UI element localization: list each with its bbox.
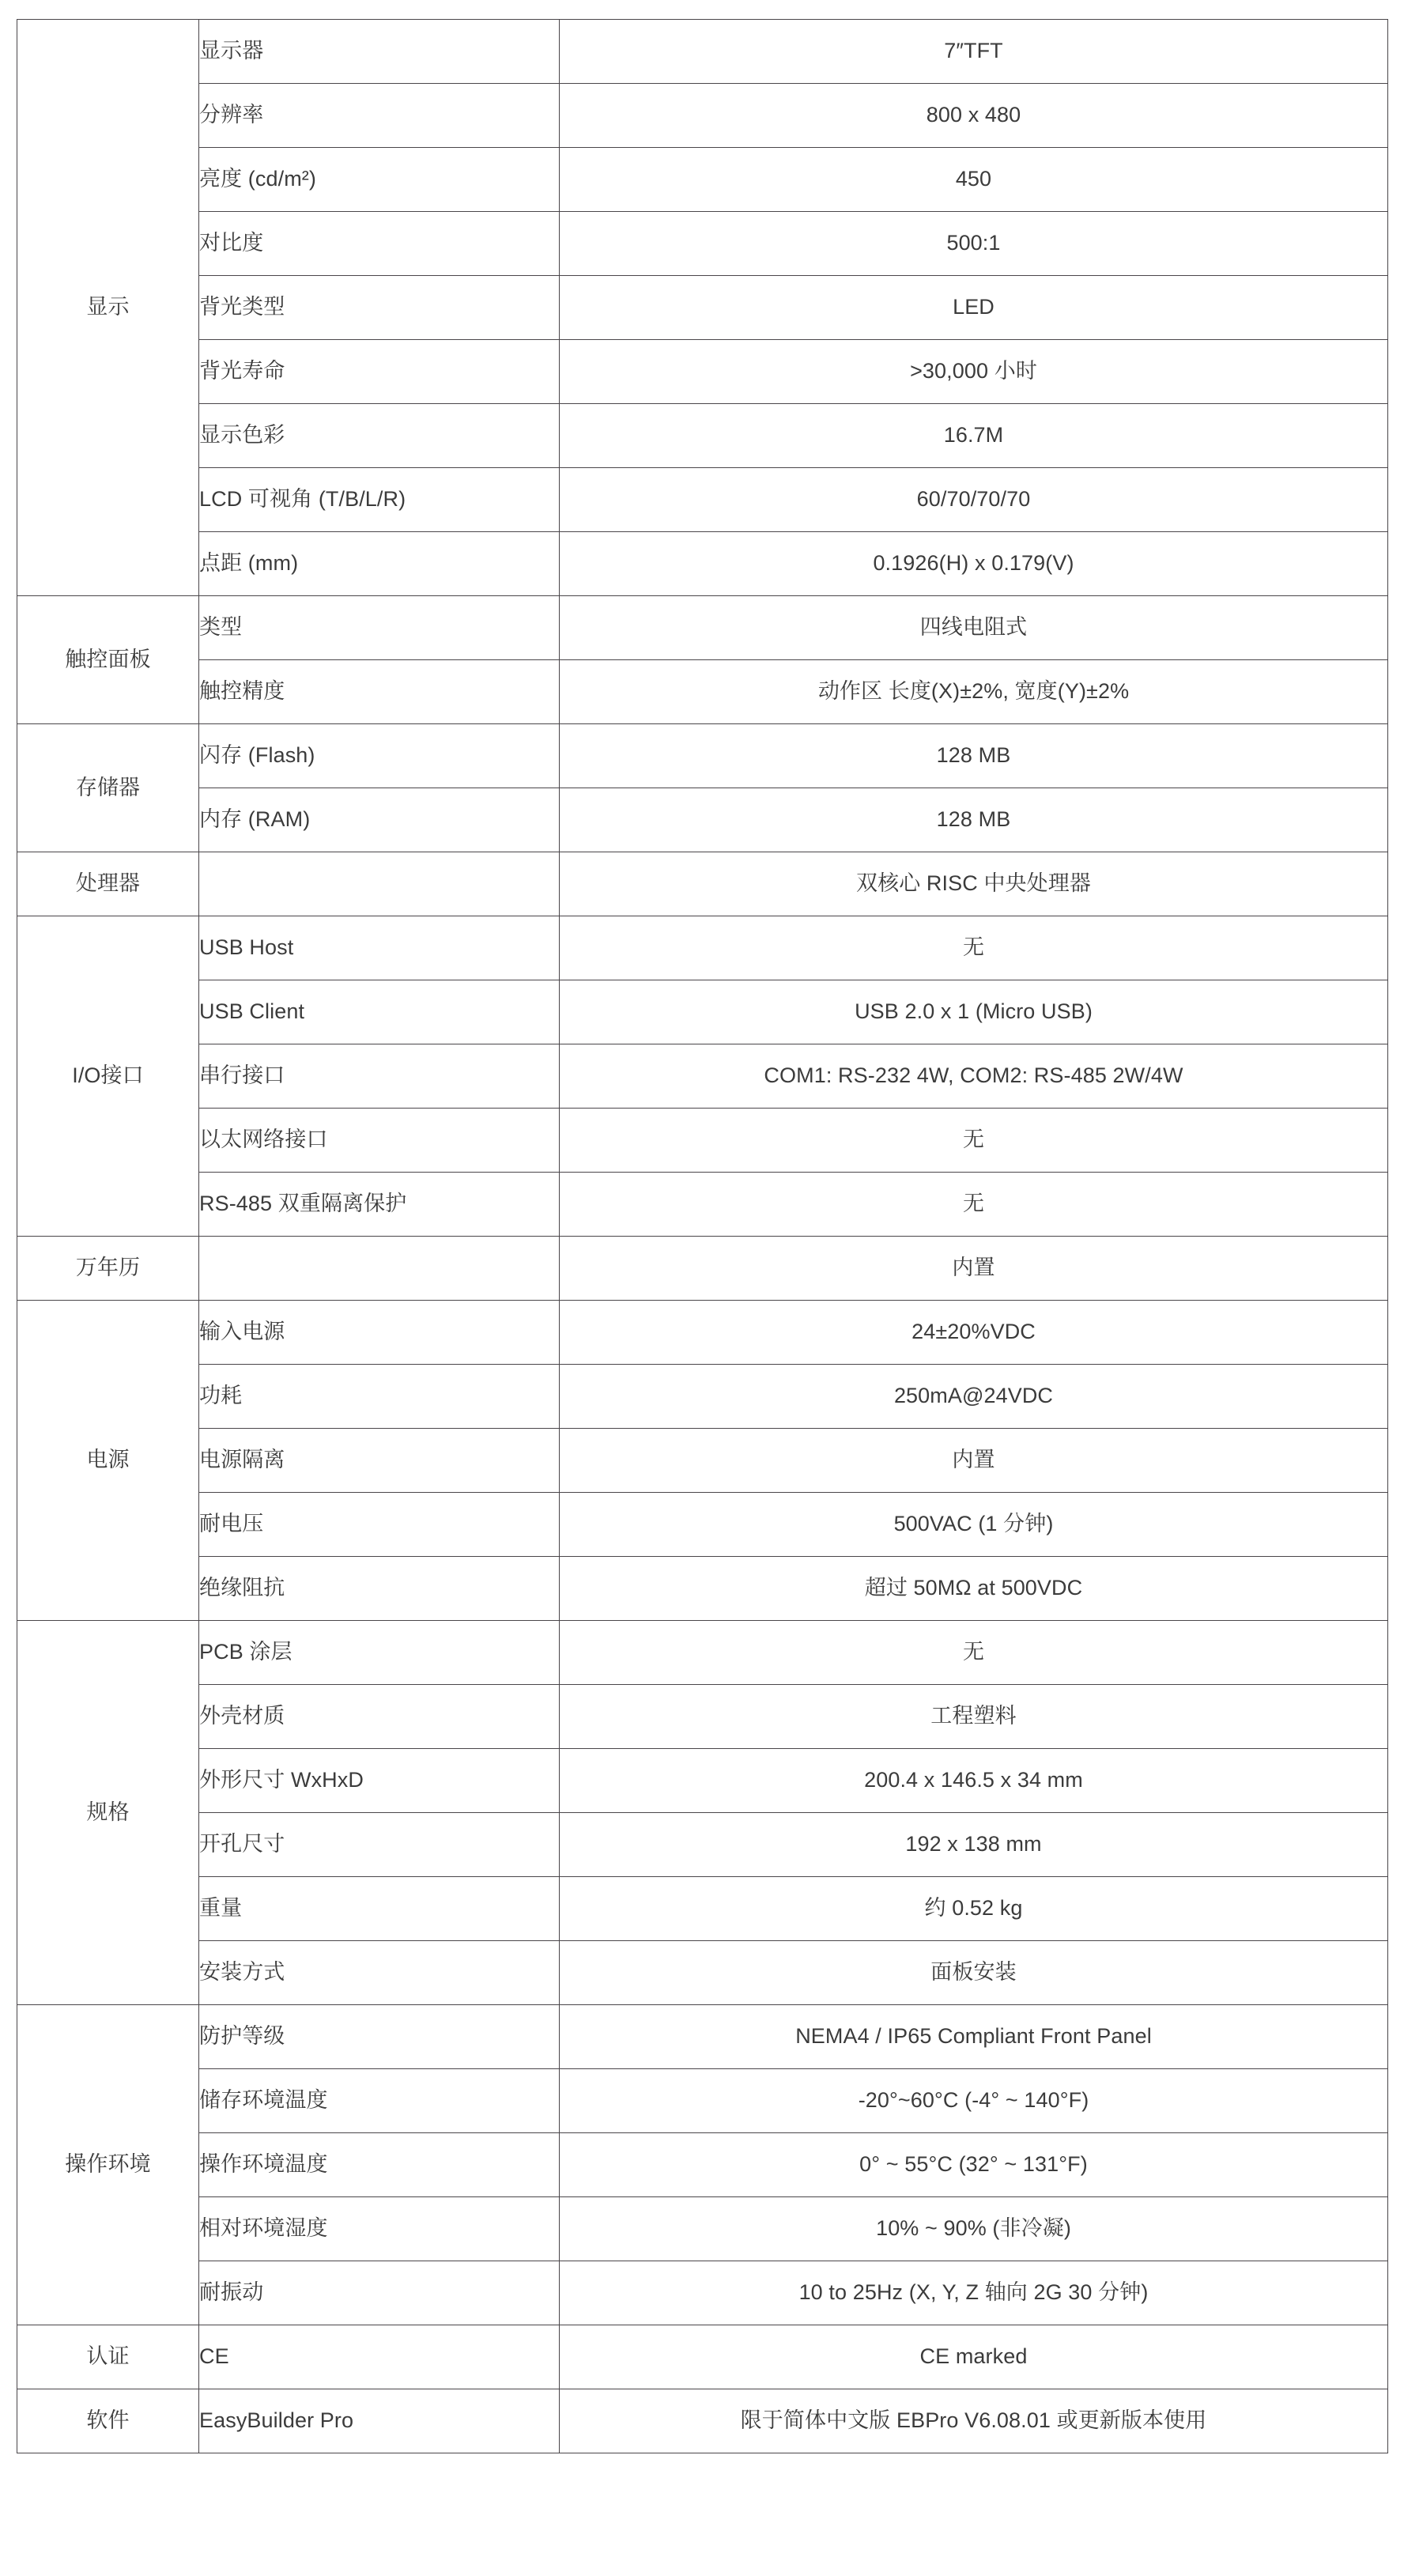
value-cell: 面板安装	[560, 1941, 1388, 2005]
value-cell: 500:1	[560, 212, 1388, 276]
value-cell: 工程塑料	[560, 1685, 1388, 1749]
item-cell: 闪存 (Flash)	[199, 724, 560, 788]
item-cell: USB Client	[199, 980, 560, 1044]
group-cell: 存储器	[17, 724, 199, 852]
table-row	[17, 1877, 1388, 1941]
table-row	[17, 724, 1388, 788]
item-cell: 输入电源	[199, 1301, 560, 1365]
item-cell: 电源隔离	[199, 1429, 560, 1493]
group-cell: 处理器	[17, 852, 199, 916]
table-row	[17, 1109, 1388, 1173]
item-cell: 类型	[199, 596, 560, 660]
value-cell: 250mA@24VDC	[560, 1365, 1388, 1429]
group-cell: 电源	[17, 1301, 199, 1621]
value-cell: 7″TFT	[560, 20, 1388, 84]
value-cell: CE marked	[560, 2325, 1388, 2389]
value-cell: 内置	[560, 1237, 1388, 1301]
value-cell: LED	[560, 276, 1388, 340]
group-cell: 规格	[17, 1621, 199, 2005]
group-cell: I/O接口	[17, 916, 199, 1237]
table-row	[17, 2005, 1388, 2069]
item-cell: 内存 (RAM)	[199, 788, 560, 852]
item-cell: 相对环境湿度	[199, 2197, 560, 2261]
item-cell: LCD 可视角 (T/B/L/R)	[199, 468, 560, 532]
table-row	[17, 2325, 1388, 2389]
item-cell: 外形尺寸 WxHxD	[199, 1749, 560, 1813]
value-cell: 128 MB	[560, 724, 1388, 788]
item-cell: 背光寿命	[199, 340, 560, 404]
value-cell: 192 x 138 mm	[560, 1813, 1388, 1877]
item-cell: 功耗	[199, 1365, 560, 1429]
item-cell: 绝缘阻抗	[199, 1557, 560, 1621]
item-cell: 对比度	[199, 212, 560, 276]
value-cell: 四线电阻式	[560, 596, 1388, 660]
item-cell: 耐电压	[199, 1493, 560, 1557]
item-cell: 安装方式	[199, 1941, 560, 2005]
table-row	[17, 1493, 1388, 1557]
table-row	[17, 788, 1388, 852]
group-cell: 万年历	[17, 1237, 199, 1301]
table-row	[17, 532, 1388, 596]
value-cell: 动作区 长度(X)±2%, 宽度(Y)±2%	[560, 660, 1388, 724]
item-cell: 重量	[199, 1877, 560, 1941]
value-cell: 0° ~ 55°C (32° ~ 131°F)	[560, 2133, 1388, 2197]
table-row	[17, 148, 1388, 212]
item-cell: 开孔尺寸	[199, 1813, 560, 1877]
value-cell: 无	[560, 1109, 1388, 1173]
table-row	[17, 2197, 1388, 2261]
specification-table	[17, 19, 1388, 2453]
table-row	[17, 1941, 1388, 2005]
table-row	[17, 20, 1388, 84]
value-cell: 200.4 x 146.5 x 34 mm	[560, 1749, 1388, 1813]
item-cell: 耐振动	[199, 2261, 560, 2325]
value-cell: 无	[560, 916, 1388, 980]
value-cell: 无	[560, 1173, 1388, 1237]
item-cell: 分辨率	[199, 84, 560, 148]
value-cell: >30,000 小时	[560, 340, 1388, 404]
item-cell: EasyBuilder Pro	[199, 2389, 560, 2453]
value-cell: -20°~60°C (-4° ~ 140°F)	[560, 2069, 1388, 2133]
group-cell: 软件	[17, 2389, 199, 2453]
table-row	[17, 1044, 1388, 1109]
table-row	[17, 1621, 1388, 1685]
item-cell: 显示器	[199, 20, 560, 84]
value-cell: 双核心 RISC 中央处理器	[560, 852, 1388, 916]
group-cell: 操作环境	[17, 2005, 199, 2325]
table-row	[17, 212, 1388, 276]
table-row	[17, 660, 1388, 724]
item-cell: 串行接口	[199, 1044, 560, 1109]
table-row	[17, 1749, 1388, 1813]
item-cell: PCB 涂层	[199, 1621, 560, 1685]
table-row	[17, 2133, 1388, 2197]
group-cell: 触控面板	[17, 596, 199, 724]
table-row	[17, 404, 1388, 468]
table-row	[17, 1237, 1388, 1301]
value-cell: 10 to 25Hz (X, Y, Z 轴向 2G 30 分钟)	[560, 2261, 1388, 2325]
item-cell: 背光类型	[199, 276, 560, 340]
table-row	[17, 1173, 1388, 1237]
value-cell: 500VAC (1 分钟)	[560, 1493, 1388, 1557]
table-row	[17, 1365, 1388, 1429]
value-cell: COM1: RS-232 4W, COM2: RS-485 2W/4W	[560, 1044, 1388, 1109]
value-cell: 10% ~ 90% (非冷凝)	[560, 2197, 1388, 2261]
table-row	[17, 1813, 1388, 1877]
table-row	[17, 1685, 1388, 1749]
item-cell: 点距 (mm)	[199, 532, 560, 596]
value-cell: 限于简体中文版 EBPro V6.08.01 或更新版本使用	[560, 2389, 1388, 2453]
table-row	[17, 276, 1388, 340]
group-cell: 认证	[17, 2325, 199, 2389]
item-cell: 触控精度	[199, 660, 560, 724]
value-cell: 450	[560, 148, 1388, 212]
item-cell: 防护等级	[199, 2005, 560, 2069]
table-row	[17, 1301, 1388, 1365]
table-row	[17, 340, 1388, 404]
item-cell: 外壳材质	[199, 1685, 560, 1749]
item-cell	[199, 852, 560, 916]
value-cell: 800 x 480	[560, 84, 1388, 148]
value-cell: USB 2.0 x 1 (Micro USB)	[560, 980, 1388, 1044]
table-row	[17, 2069, 1388, 2133]
table-row	[17, 980, 1388, 1044]
specification-table-body	[17, 20, 1388, 2453]
table-row	[17, 1429, 1388, 1493]
table-row	[17, 852, 1388, 916]
table-row	[17, 84, 1388, 148]
table-row	[17, 2389, 1388, 2453]
value-cell: 0.1926(H) x 0.179(V)	[560, 532, 1388, 596]
table-row	[17, 596, 1388, 660]
item-cell: 储存环境温度	[199, 2069, 560, 2133]
value-cell: 128 MB	[560, 788, 1388, 852]
table-row	[17, 1557, 1388, 1621]
value-cell: 约 0.52 kg	[560, 1877, 1388, 1941]
value-cell: NEMA4 / IP65 Compliant Front Panel	[560, 2005, 1388, 2069]
value-cell: 内置	[560, 1429, 1388, 1493]
table-row	[17, 2261, 1388, 2325]
item-cell: 操作环境温度	[199, 2133, 560, 2197]
item-cell: CE	[199, 2325, 560, 2389]
item-cell	[199, 1237, 560, 1301]
value-cell: 无	[560, 1621, 1388, 1685]
item-cell: USB Host	[199, 916, 560, 980]
value-cell: 超过 50MΩ at 500VDC	[560, 1557, 1388, 1621]
item-cell: RS-485 双重隔离保护	[199, 1173, 560, 1237]
value-cell: 24±20%VDC	[560, 1301, 1388, 1365]
item-cell: 显示色彩	[199, 404, 560, 468]
group-cell: 显示	[17, 20, 199, 596]
item-cell: 亮度 (cd/m²)	[199, 148, 560, 212]
table-row	[17, 468, 1388, 532]
value-cell: 60/70/70/70	[560, 468, 1388, 532]
table-row	[17, 916, 1388, 980]
item-cell: 以太网络接口	[199, 1109, 560, 1173]
value-cell: 16.7M	[560, 404, 1388, 468]
